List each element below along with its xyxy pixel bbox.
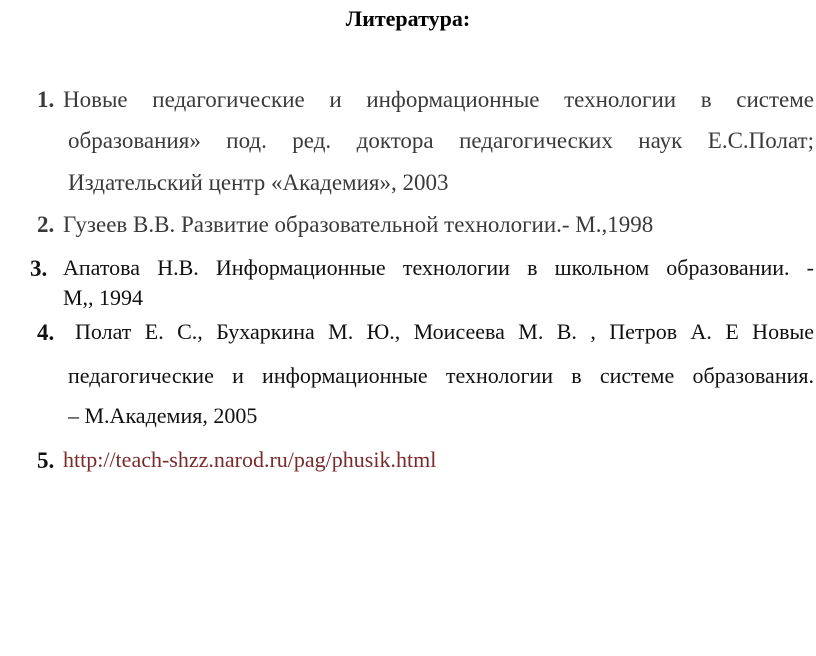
item-text-line: Издательский центр «Академия», 2003 (68, 170, 449, 195)
item-text-line: Гузеев В.В. Развитие образовательной технологии.- М.,1998 (63, 212, 654, 237)
item-text-line: образования» под. ред. доктора педагогических наук Е.С.Полат; (68, 128, 814, 153)
item-number: 4. (37, 320, 55, 345)
item-text-line: педагогические и информационные технологии в системе образования. (68, 363, 814, 388)
page-title: Литература: (345, 6, 471, 31)
item-number: 5. (37, 448, 55, 473)
item-text-line: М,, 1994 (63, 285, 144, 310)
item-text-line: – М.Академия, 2005 (68, 403, 258, 428)
item-text-line: Апатова Н.В. Информационные технологии в школьном образовании. - (63, 255, 814, 280)
reference-link[interactable]: http://teach-shzz.narod.ru/pag/phusik.html (63, 447, 437, 472)
item-text-line: Полат Е. С., Бухаркина М. Ю., Моисеева М. В. , Петров А. Е Новые (75, 319, 814, 344)
item-number: 2. (37, 212, 55, 237)
item-number: 3. (30, 256, 48, 281)
item-text-line: Новые педагогические и информационные технологии в системе (63, 87, 814, 112)
item-number: 1. (37, 87, 55, 112)
